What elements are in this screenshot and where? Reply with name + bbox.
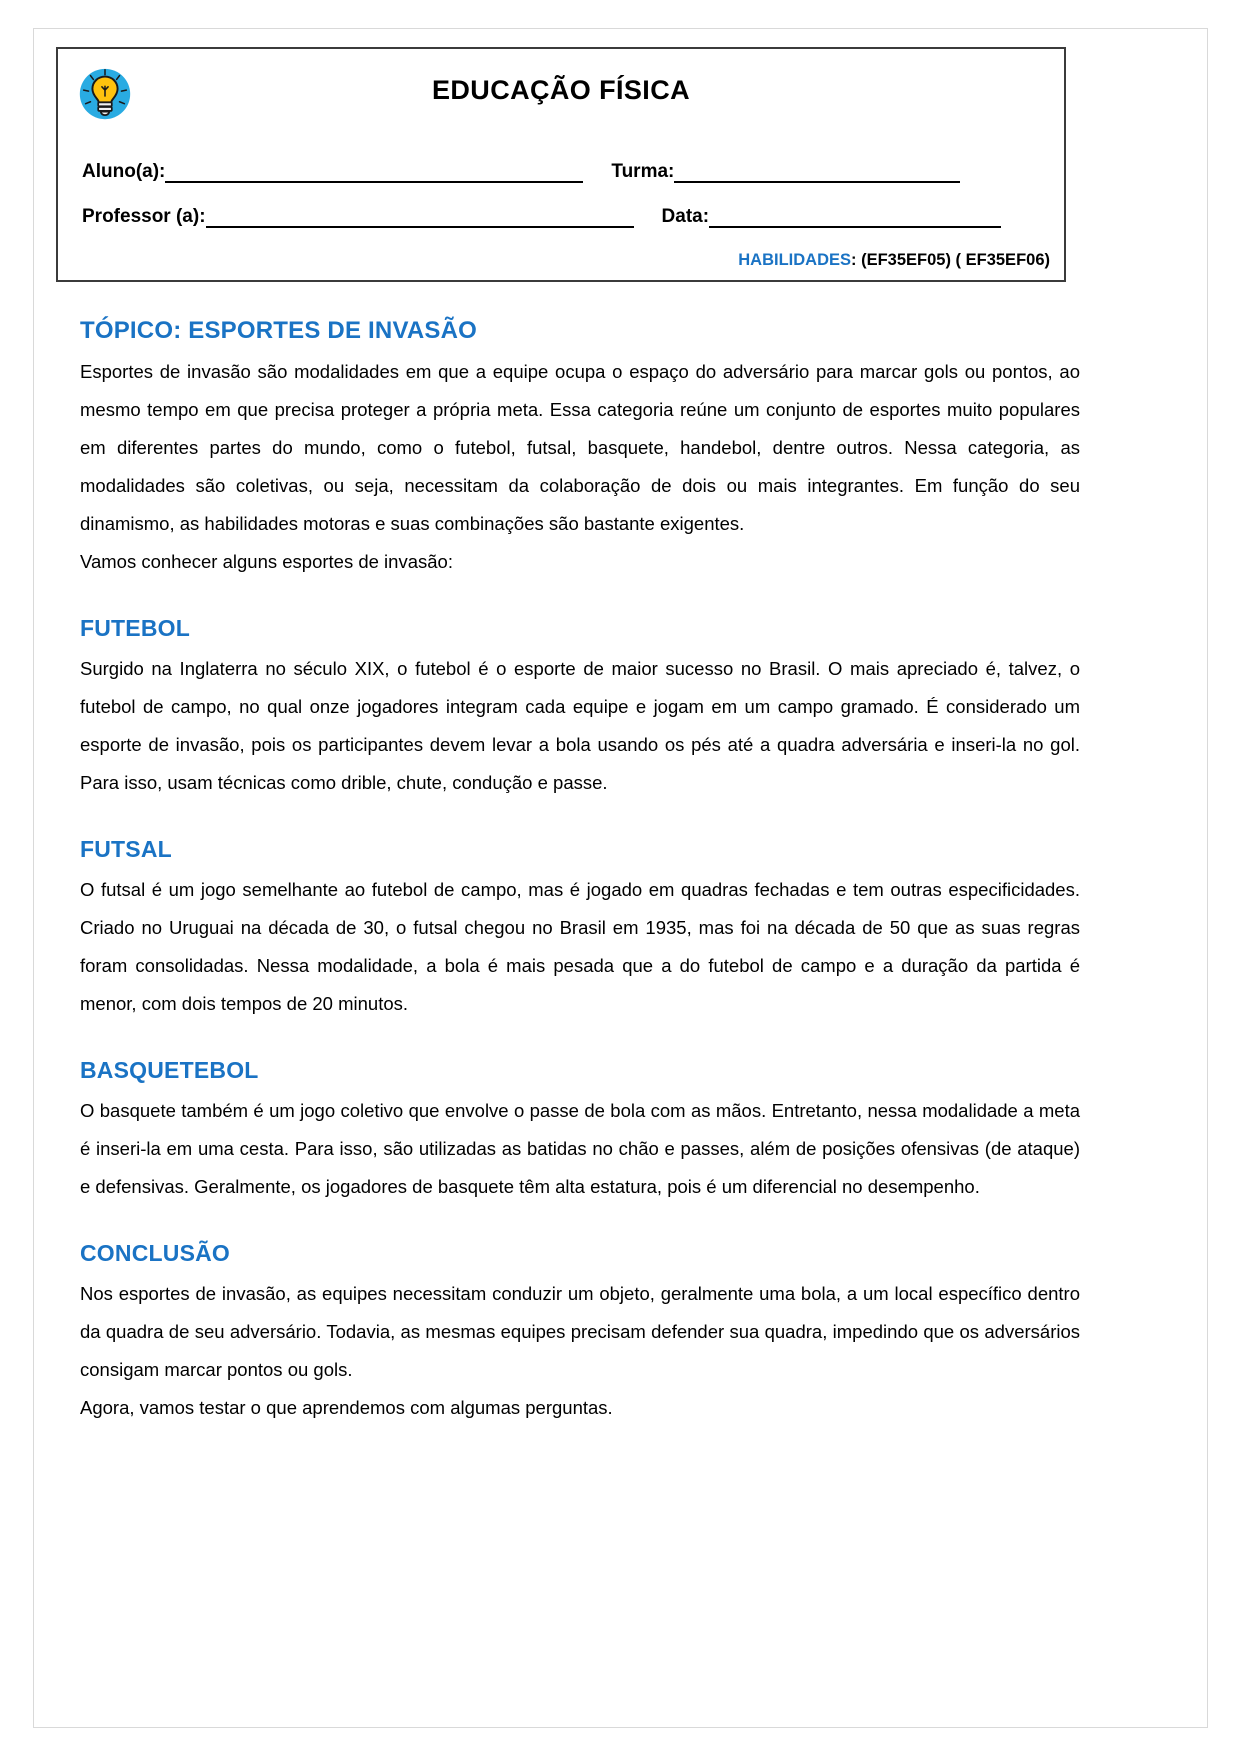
conclusion-paragraph: Nos esportes de invasão, as equipes necessitam conduzir um objeto, geralmente uma bola, a um local específico dentro da quadra de seu adversário. Todavia, as mesmas equipes precisam defender sua quadra, impedindo que os adversários consigam marcar pontos ou gols. [80, 1283, 1080, 1380]
input-turma[interactable] [674, 161, 960, 183]
section-heading-conclusao: CONCLUSÃO [80, 1240, 231, 1266]
header-box [56, 47, 1066, 282]
skills-codes: : (EF35EF05) ( EF35EF06) [851, 251, 1050, 269]
label-data: Data: [661, 206, 710, 227]
intro-paragraph: Esportes de invasão são modalidades em que a equipe ocupa o espaço do adversário para marcar gols ou pontos, ao mesmo tempo em que precisa proteger a própria meta. Essa categoria reúne um conjunto de esportes muito populares em diferentes partes do mundo, como o futebol, futsal, basquete, handebol, dentre outros. Nessa categoria, as modalidades são coletivas, ou seja, necessitam da colaboração de dois ou mais integrantes. Em função do seu dinamismo, as habilidades motoras e suas combinações são bastante exigentes. [80, 361, 1080, 534]
label-professor: Professor (a): [82, 206, 206, 227]
section-heading-basquetebol: BASQUETEBOL [80, 1057, 259, 1083]
field-row-aluno-turma [82, 155, 1048, 183]
input-professor[interactable] [206, 206, 634, 228]
section-heading-futsal: FUTSAL [80, 836, 172, 862]
worksheet-page [33, 28, 1208, 1728]
intro-followup: Vamos conhecer alguns esportes de invasão: [80, 551, 453, 572]
section-heading-futebol: FUTEBOL [80, 615, 190, 641]
section-paragraph-basquetebol: O basquete também é um jogo coletivo que envolve o passe de bola com as mãos. Entretanto, nessa modalidade a meta é inseri-la em uma cesta. Para isso, são utilizadas as batidas no chão e passes, além de posições ofensivas (de ataque) e defensivas. Geralmente, os jogadores de basquete têm alta estatura, pois é um diferencial no desempenho. [80, 1100, 1080, 1197]
skills-line [738, 251, 1050, 270]
worksheet-content [80, 317, 1080, 1427]
input-data[interactable] [709, 206, 1001, 228]
conclusion-closing: Agora, vamos testar o que aprendemos com algumas perguntas. [80, 1397, 613, 1418]
field-row-professor-data [82, 200, 1048, 228]
topic-heading: TÓPICO: ESPORTES DE INVASÃO [80, 317, 478, 344]
input-aluno[interactable] [165, 161, 583, 183]
section-paragraph-futsal: O futsal é um jogo semelhante ao futebol de campo, mas é jogado em quadras fechadas e tem outras especificidades. Criado no Uruguai na década de 30, o futsal chegou no Brasil em 1935, mas foi na década de 50 que as suas regras foram consolidadas. Nessa modalidade, a bola é mais pesada que a do futebol de campo e a duração da partida é menor, com dois tempos de 20 minutos. [80, 879, 1080, 1014]
section-paragraph-futebol: Surgido na Inglaterra no século XIX, o futebol é o esporte de maior sucesso no Brasil. O mais apreciado é, talvez, o futebol de campo, no qual onze jogadores integram cada equipe e jogam em um campo gramado. É considerado um esporte de invasão, pois os participantes devem levar a bola usando os pés até a quadra adversária e inseri-la no gol. Para isso, usam técnicas como drible, chute, condução e passe. [80, 658, 1080, 793]
label-aluno: Aluno(a): [82, 161, 166, 182]
student-info-fields [82, 155, 1048, 245]
page-title: EDUCAÇÃO FÍSICA [431, 75, 690, 105]
label-turma: Turma: [611, 161, 675, 182]
skills-label: HABILIDADES [738, 251, 852, 269]
